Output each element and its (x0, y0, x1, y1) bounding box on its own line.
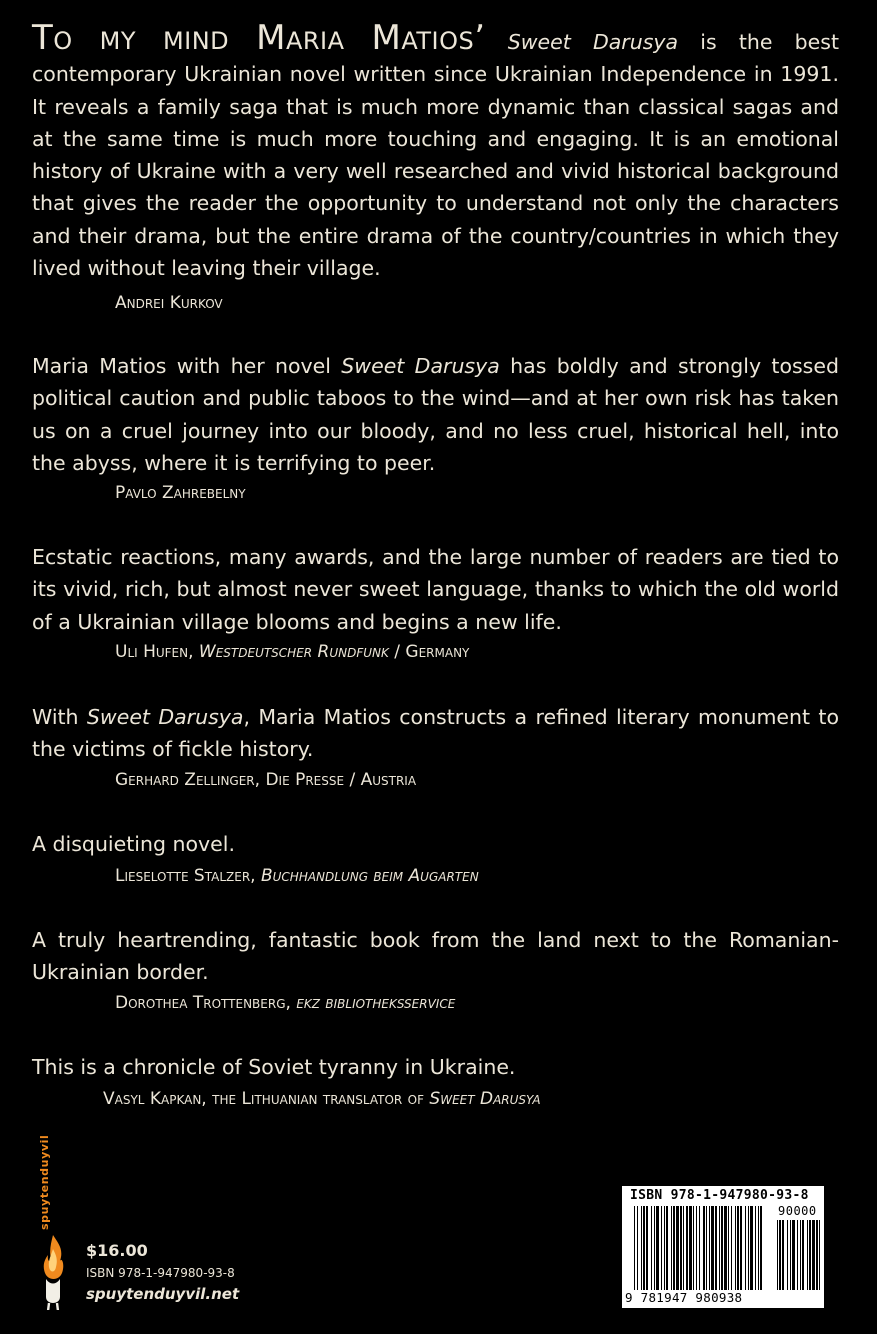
flame-figure-icon (38, 1134, 66, 1310)
attribution-source: Buchhandlung beim Augarten (260, 866, 479, 886)
attribution-hufen: Uli Hufen, Westdeutscher Rundfunk / Germany (115, 642, 470, 662)
quote-zellinger (32, 701, 839, 766)
quote-hufen (32, 541, 839, 638)
book-title: Sweet Darusya (341, 354, 500, 378)
price: $16.00 (86, 1241, 148, 1260)
quote-trottenberg (32, 924, 839, 989)
quote-text: is the best contemporary Ukrainian novel written since Ukrainian Independence in 1991. It reveals a family saga that is much more dynamic than classical sagas and at the same time is much more touching and engaging. It is an emotional history of Ukraine with a very well researched and vivid historical background that gives the reader the opportunity to understand not only the characters and their drama, but the entire drama of the country/countries in which they lived without leaving their village. (32, 30, 839, 281)
attribution-zahrebelny: Pavlo Zahrebelny (115, 483, 246, 503)
quote-text: Ecstatic reactions, many awards, and the large number of readers are tied to its vivid, rich, but almost never sweet language, thanks to which the old world of a Ukrainian village blooms and begins a new life. (32, 545, 839, 634)
attribution-trottenberg: Dorothea Trottenberg, ekz bibliotheksservice (115, 993, 456, 1013)
attribution-zellinger: Gerhard Zellinger, Die Presse / Austria (115, 770, 417, 790)
book-title: Sweet Darusya (86, 705, 244, 729)
quote-text: A truly heartrending, fantastic book from the land next to the Romanian-Ukrainian border. (32, 928, 839, 985)
quote-zahrebelny (32, 350, 839, 479)
publisher-website: spuytenduyvil.net (86, 1285, 240, 1303)
attribution-kapkan: Vasyl Kapkan, the Lithuanian translator of Sweet Darusya (103, 1089, 541, 1109)
quote-kapkan (32, 1051, 839, 1083)
quote-text: A disquieting novel. (32, 832, 235, 856)
quote-lead: To my mind Maria Matios’ (32, 18, 486, 58)
quote-text: , Maria Matios constructs a refined literary monument to the victims of fickle history. (32, 705, 840, 762)
isbn-text: ISBN 978-1-947980-93-8 (86, 1266, 235, 1280)
barcode-digits: 9 781947 980938 (625, 1290, 743, 1305)
quote-stalzer (32, 828, 839, 860)
quote-text: This is a chronicle of Soviet tyranny in Ukraine. (32, 1055, 516, 1079)
attribution-source: Sweet Darusya (429, 1089, 541, 1109)
attribution-stalzer: Lieselotte Stalzer, Buchhandlung beim Augarten (115, 866, 479, 886)
attribution-source: ekz bibliotheksservice (296, 993, 456, 1013)
barcode-addon: 90000 (778, 1204, 817, 1218)
barcode-isbn-label: ISBN 978-1-947980-93-8 (630, 1188, 809, 1203)
publisher-logo-text: spuytenduyvil (38, 1134, 51, 1230)
book-title: Sweet Darusya (507, 30, 679, 54)
quote-pre: With (32, 705, 87, 729)
quote-text: has boldly and strongly tossed political caution and public taboos to the wind—and at her own risk has taken us on a cruel journey into our bloody, and no less cruel, historical hell, into the abyss, where it is terrifying to peer. (32, 354, 839, 475)
quote-pre: Maria Matios with her novel (32, 354, 342, 378)
quote-kurkov (32, 18, 839, 284)
barcode (622, 1186, 824, 1308)
attribution-kurkov: Andrei Kurkov (115, 293, 223, 313)
attribution-source: Westdeutscher Rundfunk (198, 642, 389, 662)
